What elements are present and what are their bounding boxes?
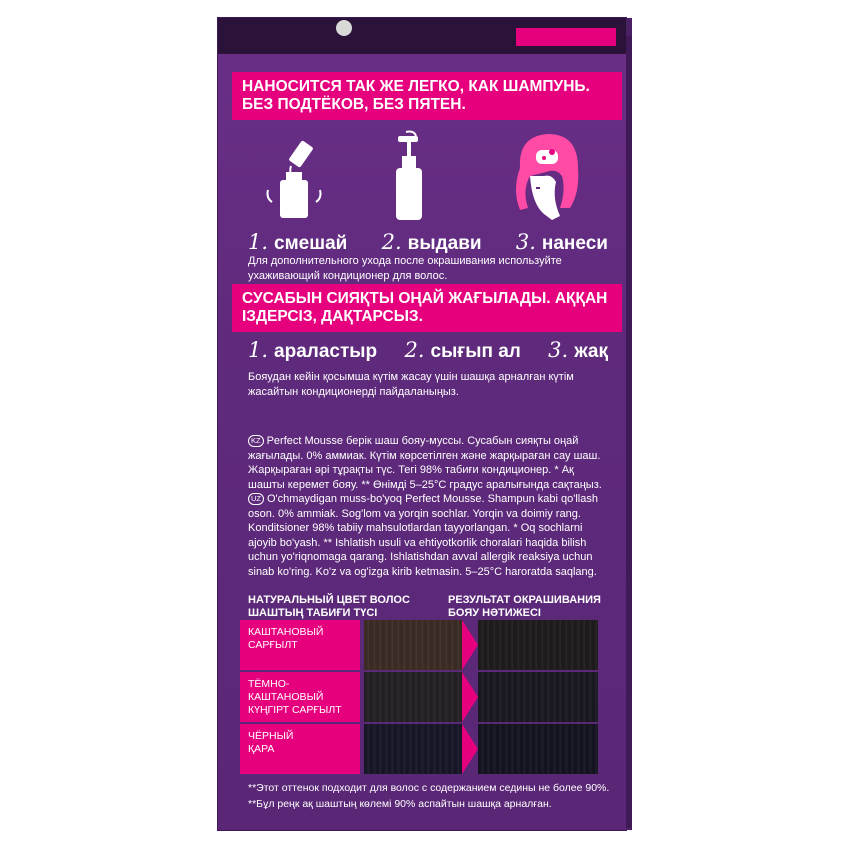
applying-head-icon bbox=[500, 128, 590, 224]
pump-bottle-icon bbox=[386, 130, 436, 222]
banner-ru: НАНОСИТСЯ ТАК ЖЕ ЛЕГКО, КАК ШАМПУНЬ. БЕЗ ПОДТЁКОВ, БЕЗ ПЯТЕН. bbox=[232, 72, 622, 120]
uz-description: UZ O'chmaydigan muss-bo'yoq Perfect Mousse. Shampun kabi qo'llash oson. 0% ammiak. Sog'lom va yorqin sochlar. Yorqin va doimiy rang. Konditsioner 98% tabiiy mahsulotlardan tayyorlangan. * Oq sochlarni ajoyib bo'yash. ** Ishlatish usuli va ehtiyotkorlik choralari haqida bilish uchun yo'riqnomaga qarang. Ishlatishdan avval allergik reaksiya uchun sinab ko'ring. Ko'z va og'izga kirib ketmasin. 5–25°C haroratda saqlang. bbox=[248, 493, 598, 578]
logo-circle-icon bbox=[336, 20, 352, 36]
banner-kz: СУСАБЫН СИЯҚТЫ ОҢАЙ ЖАҒЫЛАДЫ. АҚҚАН ІЗДЕРСІЗ, ДАҚТАРСЫЗ. bbox=[232, 284, 622, 332]
footnote-kz: **Бұл реңк ақ шаштың көлемі 90% аспайтын шашқа арналған. bbox=[248, 798, 552, 810]
step-ru-3: 3. нанеси bbox=[515, 230, 608, 254]
box-top-strip bbox=[218, 18, 626, 54]
row-2-result-swatch bbox=[478, 672, 598, 722]
natural-color-header: НАТУРАЛЬНЫЙ ЦВЕТ ВОЛОС ШАШТЫҢ ТАБИҒИ ТҮСІ bbox=[248, 594, 410, 619]
row-3-label: ЧЁРНЫЙ ҚАРА bbox=[240, 724, 360, 774]
box-side-edge bbox=[626, 36, 632, 828]
row-2-natural-swatch bbox=[364, 672, 462, 722]
result-color-header: РЕЗУЛЬТАТ ОКРАШИВАНИЯ БОЯУ НӘТИЖЕСІ bbox=[448, 594, 601, 619]
row-1-natural-swatch bbox=[364, 620, 462, 670]
mix-bottles-icon bbox=[264, 136, 324, 220]
row-3-result-swatch bbox=[478, 724, 598, 774]
steps-ru bbox=[248, 230, 608, 255]
top-pink-tab bbox=[516, 28, 616, 46]
step-kz-3: 3. жақ bbox=[548, 338, 608, 362]
kz-badge: KZ bbox=[248, 435, 264, 447]
uz-badge: UZ bbox=[248, 493, 264, 505]
row-3-arrow-icon bbox=[462, 724, 478, 774]
row-1-label: КАШТАНОВЫЙ САРҒЫЛТ bbox=[240, 620, 360, 670]
kz-description: KZ Perfect Mousse берік шаш бояу-муссы. Сусабын сияқты оңай жағылады. 0% аммиак. Күтім көрсетілген және жарқыраған сау шаш. Жарқыраған әрі тұрақты түс. Тегі 98% табиғи кондиционер. * Ақ шашты керемет бояу. ** Өнімді 5–25°С градус аралығында сақтаңыз. bbox=[248, 435, 602, 491]
care-text-ru: Для дополнительного ухода после окрашивания используйте ухаживающий кондиционер для волос. bbox=[248, 255, 562, 282]
steps-kz bbox=[248, 338, 608, 363]
color-row-2 bbox=[232, 672, 622, 722]
row-1-result-swatch bbox=[478, 620, 598, 670]
product-box-back bbox=[218, 18, 626, 830]
step-ru-1: 1. смешай bbox=[248, 230, 348, 254]
care-text-kz: Бояудан кейін қосымша күтім жасау үшін шашқа арналған күтім жасайтын кондиционерді пайдаланыңыз. bbox=[248, 371, 574, 398]
color-row-1 bbox=[232, 620, 622, 670]
color-row-3 bbox=[232, 724, 622, 774]
step-ru-2: 2. выдави bbox=[381, 230, 482, 254]
row-3-natural-swatch bbox=[364, 724, 462, 774]
step-kz-2: 2. сығып ал bbox=[404, 338, 521, 362]
row-2-arrow-icon bbox=[462, 672, 478, 722]
footnote-ru: **Этот оттенок подходит для волос с содержанием седины не более 90%. bbox=[248, 782, 610, 794]
step-kz-1: 1. араластыр bbox=[248, 338, 378, 362]
row-1-arrow-icon bbox=[462, 620, 478, 670]
row-2-label: ТЁМНО-КАШТАНОВЫЙ КҮҢГІРТ САРҒЫЛТ bbox=[240, 672, 360, 722]
